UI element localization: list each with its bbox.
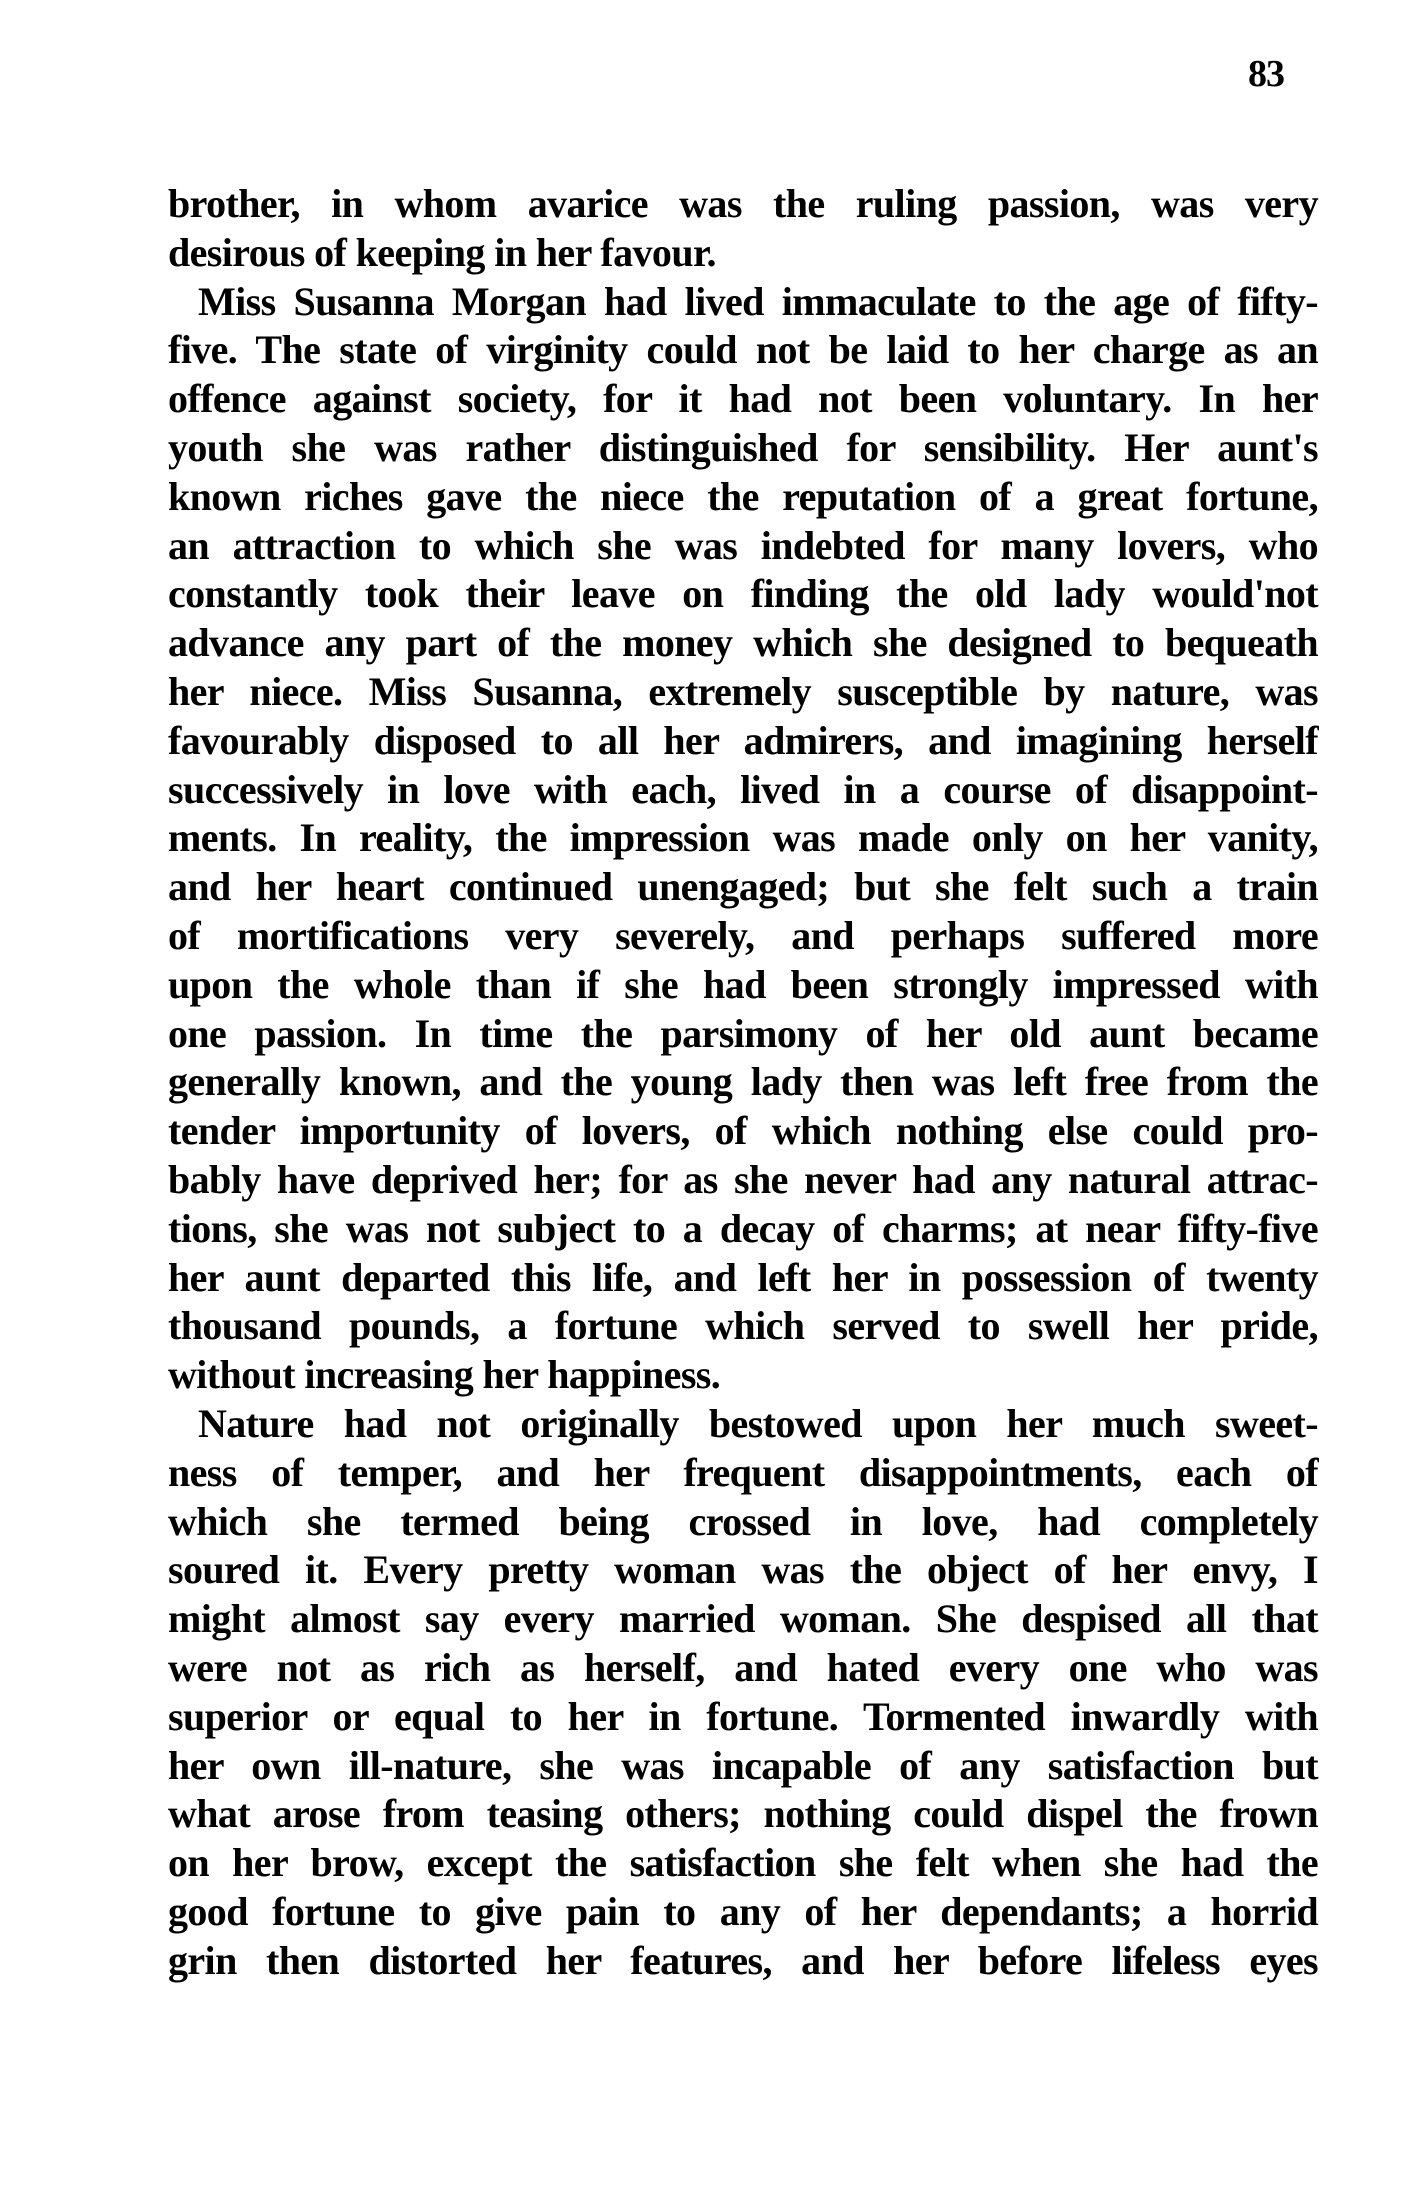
text-line: good fortune to give pain to any of her dependants; a horrid [168, 1888, 1318, 1934]
text-line: ments. In reality, the impression was made only on her vanity, [168, 815, 1318, 861]
text-line: her aunt departed this life, and left her in possession of twenty [168, 1254, 1318, 1300]
text-line: which she termed being crossed in love, had completely [168, 1498, 1318, 1544]
text-line: her own ill-nature, she was incapable of any satisfaction but [168, 1742, 1318, 1788]
text-line: Nature had not originally bestowed upon her much sweet- [198, 1400, 1318, 1446]
text-line: soured it. Every pretty woman was the object of her envy, I [168, 1547, 1318, 1593]
text-line: what arose from teasing others; nothing could dispel the frown [168, 1791, 1318, 1837]
text-line: and her heart continued unengaged; but she felt such a train [168, 864, 1318, 910]
text-line: five. The state of virginity could not be laid to her charge as an [168, 327, 1318, 373]
text-line: grin then distorted her features, and her before lifeless eyes [168, 1937, 1318, 1983]
text-line: her niece. Miss Susanna, extremely susceptible by nature, was [168, 668, 1318, 714]
text-line: might almost say every married woman. She despised all that [168, 1596, 1318, 1642]
text-line: ness of temper, and her frequent disappointments, each of [168, 1449, 1318, 1495]
text-line: one passion. In time the parsimony of her old aunt became [168, 1010, 1318, 1056]
text-line: generally known, and the young lady then was left free from the [168, 1059, 1318, 1105]
paragraph [168, 180, 1318, 278]
text-line: brother, in whom avarice was the ruling passion, was very [168, 181, 1318, 226]
text-line: tions, she was not subject to a decay of charms; at near fifty-five [168, 1205, 1318, 1251]
text-line: of mortifications very severely, and perhaps suffered more [168, 912, 1318, 958]
text-line: tender importunity of lovers, of which nothing else could pro- [168, 1108, 1318, 1154]
body-text [168, 180, 1318, 1985]
paragraph [168, 1400, 1318, 1986]
text-line: bably have deprived her; for as she never had any natural attrac- [168, 1156, 1318, 1202]
text-line: desirous of keeping in her favour. [168, 229, 716, 275]
text-line: Miss Susanna Morgan had lived immaculate to the age of fifty- [198, 278, 1318, 324]
text-line: without increasing her happiness. [168, 1352, 721, 1398]
text-line: favourably disposed to all her admirers, and imagining herself [168, 717, 1318, 763]
text-line: constantly took their leave on finding the old lady would'not [168, 571, 1318, 617]
text-line: on her brow, except the satisfaction she felt when she had the [168, 1840, 1318, 1886]
text-line: offence against society, for it had not been voluntary. In her [168, 376, 1318, 422]
paragraph [168, 278, 1318, 1400]
text-line: an attraction to which she was indebted for many lovers, who [168, 522, 1318, 568]
text-line: advance any part of the money which she designed to bequeath [168, 620, 1318, 666]
text-line: known riches gave the niece the reputation of a great fortune, [168, 473, 1318, 519]
page-number: 83 [1248, 53, 1284, 95]
text-line: superior or equal to her in fortune. Tormented inwardly with [168, 1693, 1318, 1739]
text-line: were not as rich as herself, and hated every one who was [168, 1644, 1318, 1690]
text-line: thousand pounds, a fortune which served to swell her pride, [168, 1303, 1318, 1349]
text-line: upon the whole than if she had been strongly impressed with [168, 961, 1318, 1007]
text-line: youth she was rather distinguished for sensibility. Her aunt's [168, 424, 1318, 470]
text-line: successively in love with each, lived in a course of disappoint- [168, 766, 1318, 812]
